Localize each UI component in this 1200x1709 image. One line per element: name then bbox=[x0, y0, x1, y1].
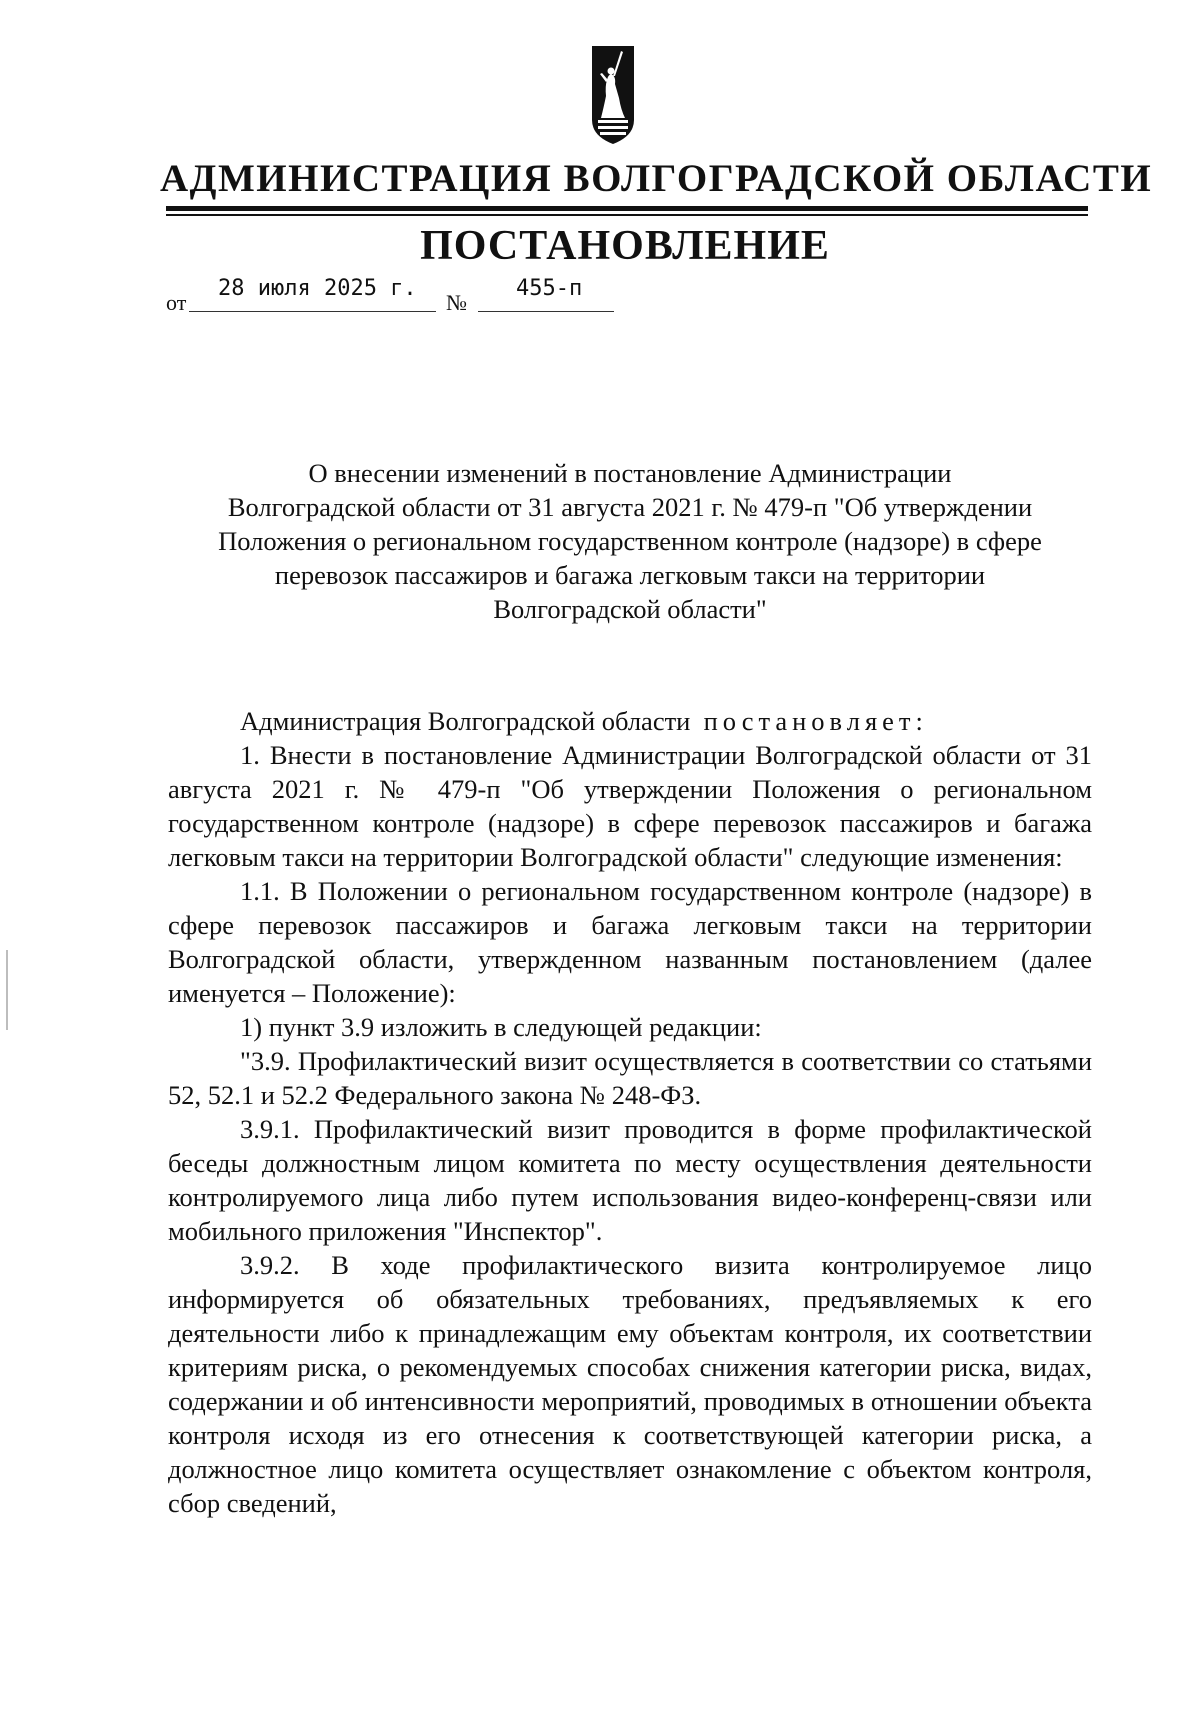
document-type-title: ПОСТАНОВЛЕНИЕ bbox=[420, 223, 830, 269]
date-underline bbox=[189, 311, 436, 312]
subject-line: перевозок пассажиров и багажа легковым такси на территории bbox=[274, 560, 986, 590]
subject-line: О внесении изменений в постановление Администрации bbox=[308, 458, 952, 488]
subject-line: Положения о региональном государственном контроле (надзоре) в сфере bbox=[218, 526, 1042, 556]
body-paragraph: "3.9. Профилактический визит осуществляется в соответствии со статьями 52, 52.1 и 52.2 Федерального закона № 248-ФЗ. bbox=[168, 1046, 1092, 1110]
header-divider-thin bbox=[166, 214, 1088, 216]
body-paragraph: 1.1. В Положении о региональном государственном контроле (надзоре) в сфере перевозок пассажиров и багажа легковым такси на территории Волгоградской области, утвержденном названным постановлением (далее именуется – Положение): bbox=[168, 876, 1092, 1008]
intro-prefix: Администрация Волгоградской области bbox=[240, 706, 691, 736]
intro-paragraph bbox=[168, 704, 1092, 738]
body-paragraph: 3.9.1. Профилактический визит проводится в форме профилактической беседы должностным лицом комитета по месту осуществления деятельности контролируемого лица либо путем использования видео-конференц-связи или мобильного приложения "Инспектор". bbox=[168, 1114, 1092, 1246]
header-divider-thick bbox=[166, 206, 1088, 211]
date-label: от bbox=[166, 290, 187, 315]
date-value: 28 июля 2025 г. bbox=[218, 276, 417, 301]
subject-line: Волгоградской области" bbox=[493, 594, 767, 624]
body-paragraph: 1. Внести в постановление Администрации Волгоградской области от 31 августа 2021 г. № 479-п "Об утверждении Положения о региональном государственном контроле (надзоре) в сфере перевозок пассажиров и багажа легковым такси на территории Волгоградской области" следующие изменения: bbox=[168, 740, 1092, 872]
subject-line: Волгоградской области от 31 августа 2021 г. № 479-п "Об утверждении bbox=[227, 492, 1033, 522]
number-value: 455-п bbox=[516, 276, 583, 301]
document-meta bbox=[0, 276, 1200, 316]
intro-resolves: постановляет: bbox=[703, 706, 928, 736]
document-subject bbox=[170, 456, 1090, 626]
volgograd-coat-of-arms-icon bbox=[590, 46, 636, 144]
scan-margin-mark bbox=[6, 950, 8, 1030]
document-body bbox=[168, 704, 1092, 1520]
body-paragraph: 3.9.2. В ходе профилактического визита контролируемое лицо информируется об обязательных требованиях, предъявляемых к его деятельности либо к принадлежащим ему объектам контроля, их соответствии критериям риска, о рекомендуемых способах снижения категории риска, видах, содержании и об интенсивности мероприятий, проводимых в отношении объекта контроля исходя из его отнесения к соответствующей категории риска, а должностное лицо комитета осуществляет ознакомление с объектом контроля, сбор сведений, bbox=[168, 1250, 1092, 1518]
number-underline bbox=[478, 311, 614, 312]
organization-title: АДМИНИСТРАЦИЯ ВОЛГОГРАДСКОЙ ОБЛАСТИ bbox=[160, 157, 1153, 200]
body-paragraph: 1) пункт 3.9 изложить в следующей редакции: bbox=[240, 1012, 762, 1042]
number-label: № bbox=[446, 290, 467, 315]
